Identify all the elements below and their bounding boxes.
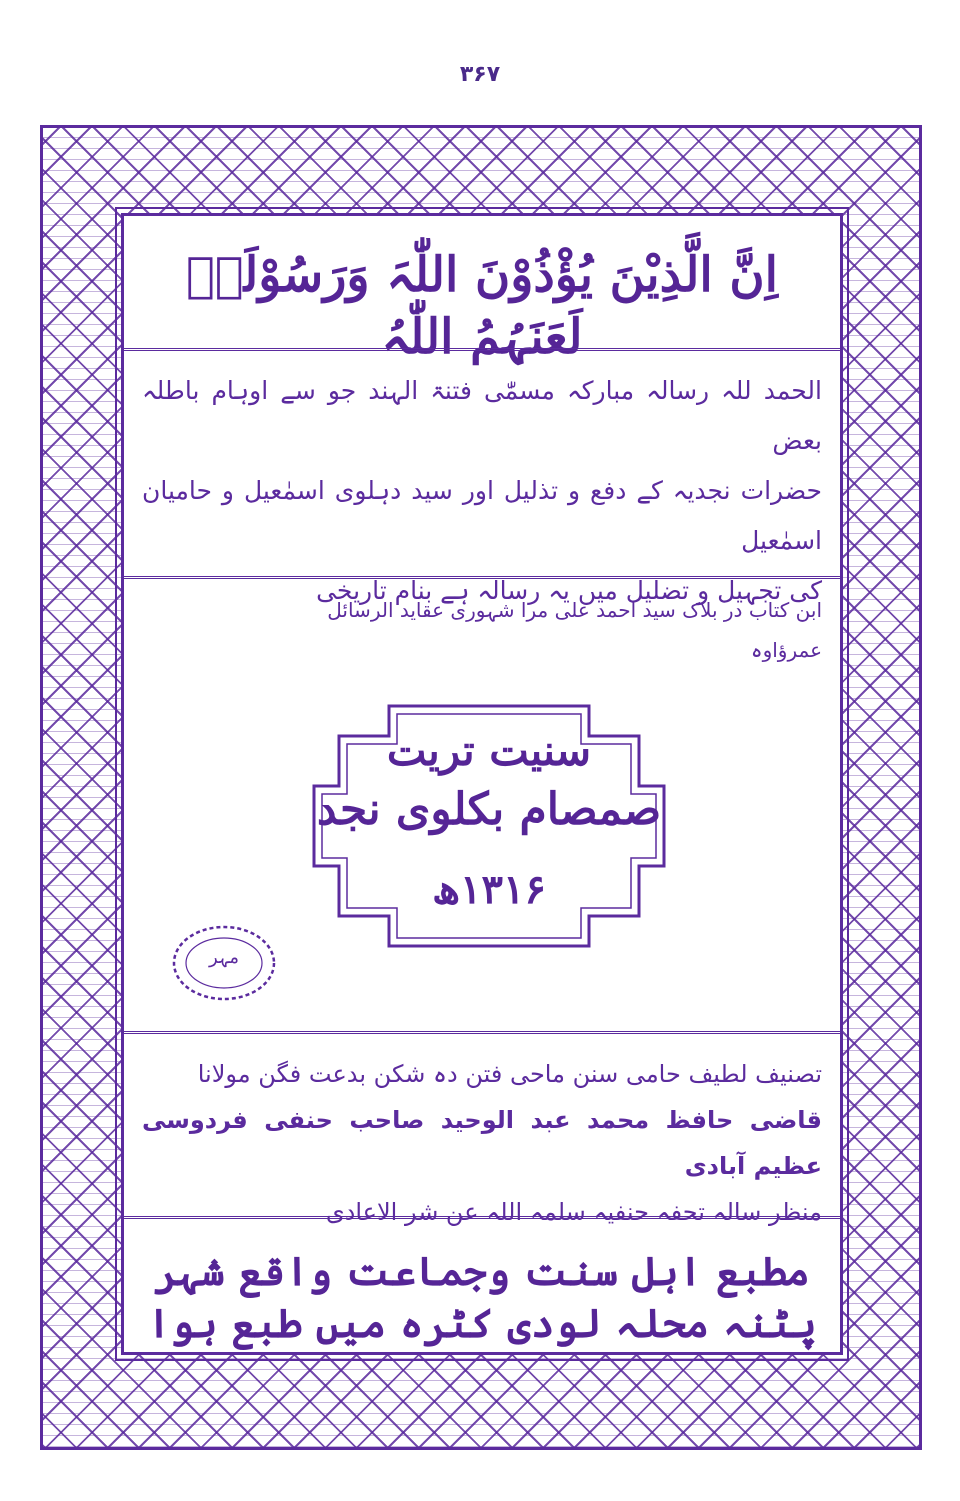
header-banner: اِنَّ الَّذِیْنَ یُؤْذُوْنَ اللّٰہَ وَرَسُوْلَہٗ لَعَنَہُمُ اللّٰہُ bbox=[185, 247, 779, 366]
title-page-panel bbox=[121, 213, 843, 1355]
ink-seal bbox=[169, 921, 279, 1006]
author-block bbox=[124, 1051, 840, 1235]
divider-3 bbox=[124, 1031, 840, 1034]
request-line-2: عمرؤاوہ bbox=[750, 638, 822, 662]
intro-line-3: کی تجہیل و تضلیل میں یہ رسالہ ہے بنام تاریخی bbox=[316, 576, 822, 605]
divider-1 bbox=[124, 348, 840, 351]
author-line-3: منظر سالہ تحفہ حنفیہ سلمہ اللہ عن شر الاعادی bbox=[325, 1198, 822, 1226]
printer-imprint: مطبع اہل سنت وجماعت واقع شہر پٹنہ محلہ لودی کٹرہ میں طبع ہوا bbox=[147, 1248, 817, 1347]
ornamental-border-frame bbox=[40, 125, 922, 1450]
title-plaque bbox=[309, 696, 669, 956]
page-number: ۳۶۷ bbox=[459, 62, 501, 87]
seal-text: مہر bbox=[208, 947, 240, 968]
publication-year: ۱۳۱۶ھ bbox=[432, 866, 546, 913]
author-line-1: تصنیف لطیف حامی سنن ماحی فتن دہ شکن بدعت فگن مولانا bbox=[197, 1060, 822, 1088]
intro-line-2: حضرات نجدیہ کے دفع و تذلیل اور سید دہلوی اسمٰعیل و حامیان اسمٰعیل bbox=[142, 476, 822, 555]
intro-line-1: الحمد للہ رسالہ مبارکہ مسمّٰی فتنۃ الہند جو سے اوہام باطلہ بعض bbox=[142, 376, 822, 455]
request-line-1: ابن کتاب در بلاک سید احمد علی مرا شہوری عقاید الرسائل bbox=[327, 598, 822, 622]
book-title: صمصام بکلوی نجد bbox=[316, 784, 662, 835]
plaque-subtitle: سنیت تریت bbox=[386, 726, 592, 775]
author-line-2: قاضی حافظ محمد عبد الوحید صاحب حنفی فردوسی عظیم آبادی bbox=[142, 1106, 822, 1180]
divider-4 bbox=[124, 1216, 840, 1219]
divider-2 bbox=[124, 576, 840, 579]
